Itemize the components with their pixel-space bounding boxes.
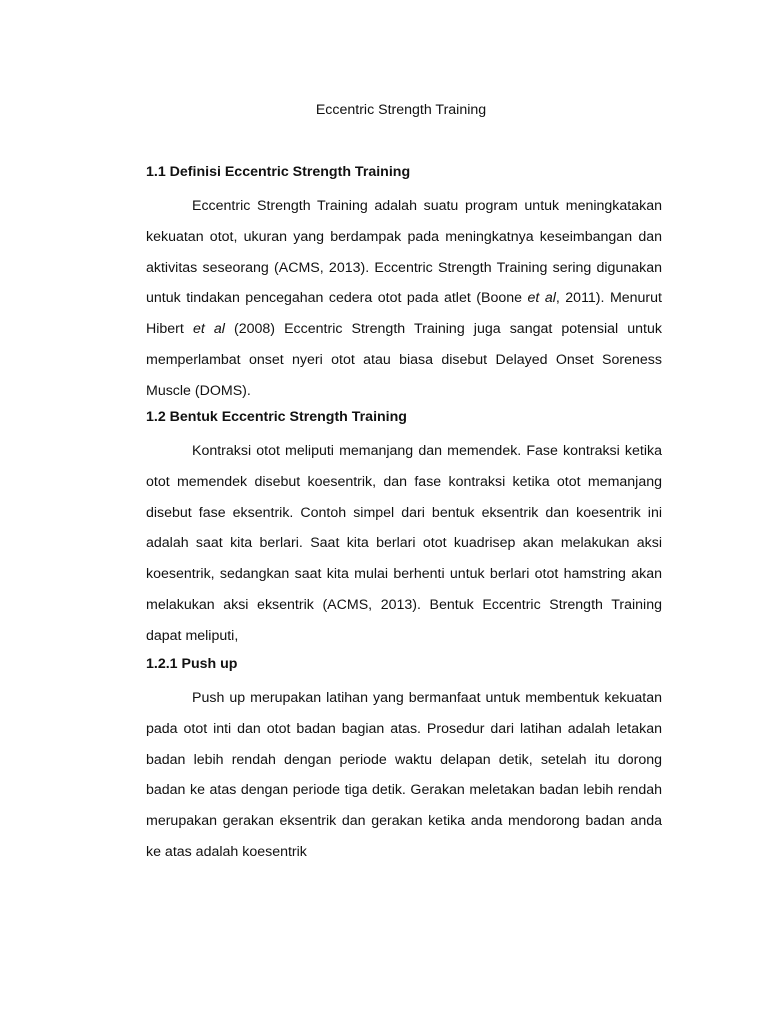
section-paragraph-1-1 — [146, 191, 662, 407]
section-push-up — [146, 655, 662, 868]
section-definisi — [146, 163, 662, 407]
paragraph-text: , 2011). Menurut Hibert — [146, 290, 662, 338]
section-heading-1-1: 1.1 Definisi Eccentric Strength Training — [146, 164, 411, 180]
section-paragraph-1-2-1: Push up merupakan latihan yang bermanfaat untuk membentuk kekuatan pada otot inti dan otot badan bagian atas. Prosedur dari latihan adalah letakan badan lebih rendah dengan periode waktu delapan detik, setelah itu dorong badan ke atas dengan periode tiga detik. Gerakan meletakan badan lebih rendah merupakan gerakan eksentrik dan gerakan ketika anda mendorong badan anda ke atas adalah koesentrik — [146, 690, 662, 860]
section-heading-1-2-1: 1.2.1 Push up — [146, 656, 238, 672]
italic-citation: et al — [527, 290, 556, 307]
page-title: Eccentric Strength Training — [315, 102, 487, 118]
section-heading-1-2: 1.2 Bentuk Eccentric Strength Training — [146, 409, 407, 425]
section-bentuk — [146, 408, 662, 652]
paragraph-text: (2008) Eccentric Strength Training juga sangat potensial untuk memperlambat onset nyeri otot atau biasa disebut Delayed Onset Soreness Muscle (DOMS). — [146, 321, 662, 399]
paragraph-text: Eccentric Strength Training adalah suatu program untuk meningkatakan kekuatan otot, ukuran yang berdampak pada meningkatnya keseimbangan dan aktivitas seseorang (ACMS, 2013). Eccentric Strength Training sering digunakan untuk tindakan pencegahan cedera otot pada atlet (Boone — [146, 198, 662, 307]
section-paragraph-1-2: Kontraksi otot meliputi memanjang dan memendek. Fase kontraksi ketika otot memendek disebut koesentrik, dan fase kontraksi ketika otot memanjang disebut fase eksentrik. Contoh simpel dari bentuk eksentrik dan koesentrik ini adalah saat kita berlari. Saat kita berlari otot kuadrisep akan melakukan aksi koesentrik, sedangkan saat kita mulai berhenti untuk berlari otot hamstring akan melakukan aksi eksentrik (ACMS, 2013). Bentuk Eccentric Strength Training dapat meliputi, — [146, 443, 662, 644]
italic-citation: et al — [192, 321, 225, 338]
